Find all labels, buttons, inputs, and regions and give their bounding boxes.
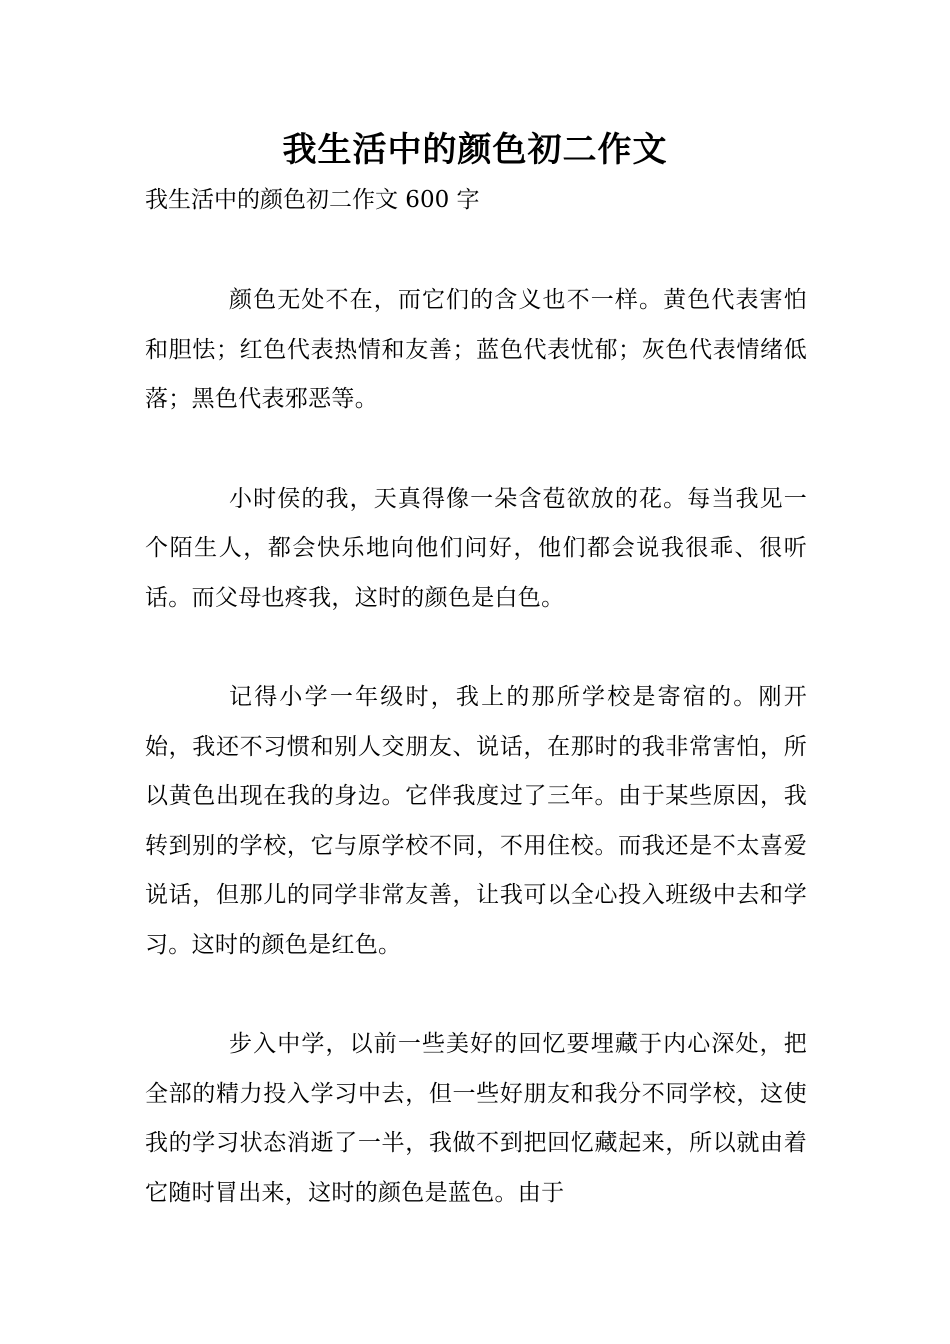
paragraph-4: 步入中学，以前一些美好的回忆要埋藏于内心深处，把全部的精力投入学习中去，但一些好朋友和我分不同学校，这使我的学习状态消逝了一半，我做不到把回忆藏起来，所以就由着它随时冒出来，这时的颜色是蓝色。由于: [145, 1031, 807, 1206]
paragraph-3: 记得小学一年级时，我上的那所学校是寄宿的。刚开始，我还不习惯和别人交朋友、说话，在那时的我非常害怕，所以黄色出现在我的身边。它伴我度过了三年。由于某些原因，我转到别的学校，它与原学校不同，不用住校。而我还是不太喜爱说话，但那儿的同学非常友善，让我可以全心投入班级中去和学习。这时的颜色是红色。: [145, 684, 807, 958]
paragraph-2: 小时侯的我，天真得像一朵含苞欲放的花。每当我见一个陌生人，都会快乐地向他们问好，他们都会说我很乖、很听话。而父母也疼我，这时的颜色是白色。: [145, 485, 807, 611]
document-subtitle: 我生活中的颜色初二作文 600 字: [145, 187, 480, 213]
document-body: [145, 276, 807, 1268]
document-title: 我生活中的颜色初二作文: [282, 130, 668, 170]
paragraph-1: 颜色无处不在，而它们的含义也不一样。黄色代表害怕和胆怯；红色代表热情和友善；蓝色代表忧郁；灰色代表情绪低落；黑色代表邪恶等。: [145, 287, 807, 412]
